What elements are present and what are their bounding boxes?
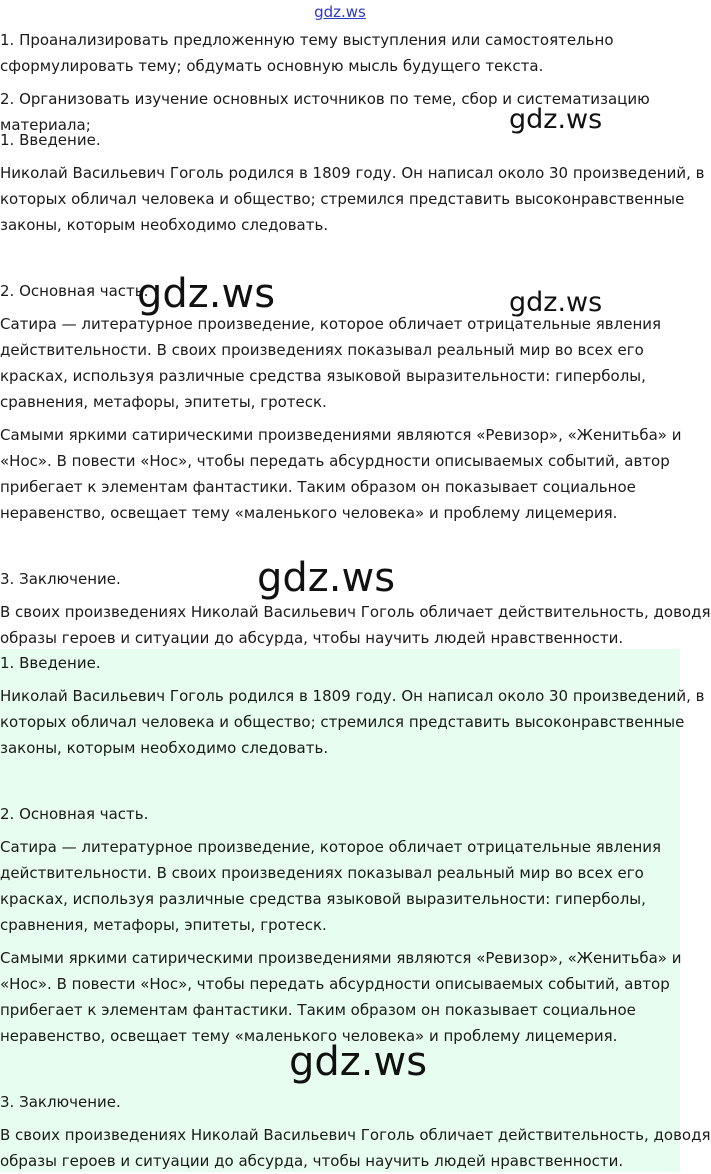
plan-step-2-line-2: материала; [0, 116, 91, 134]
intro-text-line: Николай Васильевич Гоголь родился в 1809 году. Он написал около 30 произведений, в [0, 164, 705, 182]
main-text-line: неравенство, освещает тему «маленького человека» и проблему лицемерия. [0, 1027, 618, 1045]
intro-text-line: которых обличал человека и общество; стремился представить высоконравственные [0, 713, 685, 731]
plan-step-1-line-1: 1. Проанализировать предложенную тему выступления или самостоятельно [0, 31, 614, 49]
conclusion-text-line: образы героев и ситуации до абсурда, чтобы научить людей нравственности. [0, 1152, 624, 1170]
watermark: gdz.ws [509, 287, 603, 318]
intro-text-line: Николай Васильевич Гоголь родился в 1809 году. Он написал около 30 произведений, в [0, 687, 705, 705]
main-text-line: неравенство, освещает тему «маленького человека» и проблему лицемерия. [0, 504, 618, 522]
main-text-line: красках, используя различные средства языковой выразительности: гиперболы, [0, 890, 646, 908]
main-text-line: прибегает к элементам фантастики. Таким образом он показывает социальное [0, 1001, 636, 1019]
main-text-line: сравнения, метафоры, эпитеты, гротеск. [0, 916, 327, 934]
main-text-line: действительности. В своих произведениях показывал реальный мир во всех его [0, 341, 644, 359]
watermark: gdz.ws [289, 1039, 428, 1085]
site-link[interactable]: gdz.ws [314, 3, 366, 21]
main-heading: 2. Основная часть. [0, 805, 149, 823]
watermark: gdz.ws [137, 271, 276, 317]
main-text-line: прибегает к элементам фантастики. Таким образом он показывает социальное [0, 478, 636, 496]
conclusion-text-line: В своих произведениях Николай Васильевич Гоголь обличает действительность, доводя [0, 603, 711, 621]
plan-step-1-line-2: сформулировать тему; обдумать основную мысль будущего текста. [0, 57, 544, 75]
intro-text-line: законы, которым необходимо следовать. [0, 739, 329, 757]
main-text-line: Самыми яркими сатирическими произведениями являются «Ревизор», «Женитьба» и [0, 949, 682, 967]
main-text-line: действительности. В своих произведениях показывал реальный мир во всех его [0, 864, 644, 882]
watermark: gdz.ws [257, 555, 396, 601]
main-text-line: «Нос». В повести «Нос», чтобы передать абсурдности описываемых событий, автор [0, 452, 670, 470]
main-heading: 2. Основная часть. [0, 282, 149, 300]
intro-heading: 1. Введение. [0, 131, 101, 149]
main-text-line: красках, используя различные средства языковой выразительности: гиперболы, [0, 367, 646, 385]
main-text-line: «Нос». В повести «Нос», чтобы передать абсурдности описываемых событий, автор [0, 975, 670, 993]
plan-step-2-line-1: 2. Организовать изучение основных источников по теме, сбор и систематизацию [0, 90, 650, 108]
conclusion-heading: 3. Заключение. [0, 570, 121, 588]
conclusion-heading: 3. Заключение. [0, 1093, 121, 1111]
intro-heading: 1. Введение. [0, 654, 101, 672]
main-text-line: сравнения, метафоры, эпитеты, гротеск. [0, 393, 327, 411]
main-text-line: Самыми яркими сатирическими произведениями являются «Ревизор», «Женитьба» и [0, 426, 682, 444]
main-text-line: Сатира — литературное произведение, которое обличает отрицательные явления [0, 315, 662, 333]
main-text-line: Сатира — литературное произведение, которое обличает отрицательные явления [0, 838, 662, 856]
watermark: gdz.ws [509, 104, 603, 135]
intro-text-line: которых обличал человека и общество; стремился представить высоконравственные [0, 190, 685, 208]
conclusion-text-line: образы героев и ситуации до абсурда, чтобы научить людей нравственности. [0, 629, 624, 647]
intro-text-line: законы, которым необходимо следовать. [0, 216, 329, 234]
conclusion-text-line: В своих произведениях Николай Васильевич Гоголь обличает действительность, доводя [0, 1126, 711, 1144]
